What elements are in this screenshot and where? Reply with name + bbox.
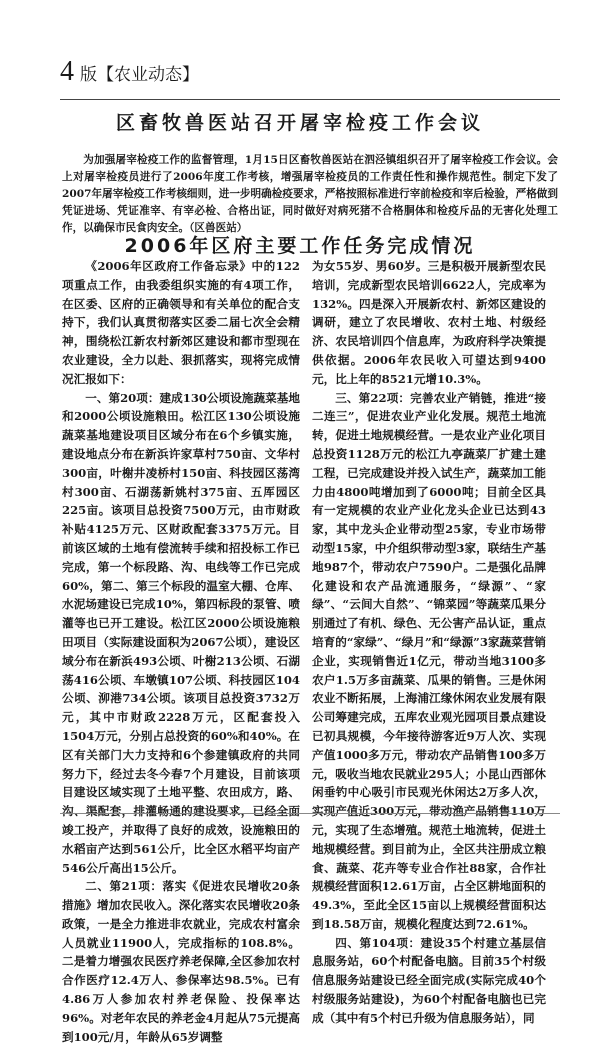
page-unit: 版 (80, 65, 97, 85)
article2-paragraph: 四、第104项：建设35个村建立基层信息服务站，60个村配备电脑。目前35个村级信息服务站建设已经全面完成(实际完成40个村级服务站建设)，为60个村配备电脑也已完成（其中有5个村已升级为信息服务站），同 (312, 935, 546, 1025)
article2-paragraph: 《2006年区政府工作备忘录》中的122项重点工作，由我委组织实施的有4项工作，在区委、区府的正确领导和有关单位的配合支持下，我们认真贯彻落实区委二届七次全会精神，围绕松江新农村新郊区建设和都市型现在农业建设，全力以赴、狠抓落实，现将完成情况汇报如下： (62, 259, 300, 386)
article2-title: 2006年区府主要工作任务完成情况 (124, 235, 476, 257)
article2-right-column (312, 257, 546, 1028)
page-number: 4 (60, 56, 74, 87)
page-header (60, 56, 199, 88)
footer-rule (60, 813, 560, 814)
header-rule (60, 99, 560, 100)
article1-body: 为加强屠宰检疫工作的监督管理，1月15日区畜牧兽医站在泗泾镇组织召开了屠宰检疫工作会议。会上对屠宰检疫员进行了2006年度工作考核，增强屠宰检疫员的工作责任性和操作规范性。制定下发了2007年屠宰检疫工作考核细则，进一步明确检疫要求，严格按照标准进行宰前检疫和宰后检验，严格做到凭证进场、凭证准宰、有宰必检、合格出证，同时做好对病死猪不合格胴体和检疫斥品的无害化处理工作，以确保市民食肉安全。（区兽医站） (62, 154, 558, 234)
article2-paragraph: 二、第21项：落实《促进农民增收20条措施》增加农民收入。深化落实农民增收20条政策，一是全力推进非农就业，完成农村富余人员就业11900人，完成指标的108.8%。二是着力增强农民医疗养老保障,全区参加农村合作医疗12.4万人、参保率达98.5%。已有4.86万人参加农村养老保险、投保率达96%。对老年农民的养老金4月起从75元提高到100元/月，年龄从65岁调整 (62, 879, 300, 1044)
article2-paragraph: 一、第20项：建成130公顷设施蔬菜基地和2000公顷设施粮田。松江区130公顷设施蔬菜基地建设项目区域分布在6个乡镇实施，建设地点分布在新浜许家草村750亩、文华村300亩，叶榭井凌桥村150亩、科技园区荡湾村300亩、石湖荡新姚村375亩、五厍园区225亩。该项目总投资7500万元，由市财政补贴4125万元、区财政配套3375万元。目前该区域的土地有偿流转手续和招投标工作已完成，第一个标段路、沟、电线等工作已完成60%，第二、第三个标段的温室大棚、仓库、水泥场建设已完成10%，第四标段的泵管、喷灌等也已开工建设。松江区2000公顷设施粮田项目（实际建设面积为2067公顷），建设区域分布在新浜493公顷、叶榭213公顷、石湖荡416公顷、车墩镇107公顷、科技园区104公顷、泖港734公顷。该项目总投资3732万元，其中市财政2228万元，区配套投入1504万元，分别占总投资的60%和40%。在区有关部门大力支持和6个参建镇政府的共同努力下，经过去冬今春7个月建设，目前该项目建设区域实现了土地平整、农田成方，路、沟、渠配套，排灌畅通的建设要求，已经全面竣工投产，并取得了良好的成效，设施粮田的水稻亩产达到561公斤，比全区水稻平均亩产546公斤高出15公斤。 (62, 390, 300, 875)
article1-title: 区畜牧兽医站召开屠宰检疫工作会议 (115, 112, 484, 134)
article2-paragraph: 三、第22项：完善农业产销链，推进“接二连三”，促进农业产业化发展。规范土地流转，促进土地规模经营。一是农业产业化项目总投资1128万元的松江九亭蔬菜厂扩建土建工程，已完成建设并投入试生产，蔬菜加工能力由4800吨增加到了6000吨；目前全区具有一定规模的农业产业化龙头企业已达到43家，其中龙头企业带动型25家，专业市场带动型15家，中介组织带动型3家，联结生产基地987个，带动农户7590户。二是强化品牌化建设和农产品流通服务，“绿源”、“家绿”、“云间大自然”、“锦菜园”等蔬菜瓜果分别通过了有机、绿色、无公害产品认证，重点培育的“家绿”、“绿月”和“绿源”3家蔬菜营销企业，实现销售近1亿元，带动当地3100多农户1.5万多亩蔬菜、瓜果的销售。三是休闲农业不断拓展，上海浦江缘休闲农业发展有限公司筹建完成，五库农业观光园项目景点建设已初具规模，今年接待游客近9万人次、实现产值1000多万元，带动农产品销售100多万元，吸收当地农民就业295人；小昆山西部休闲垂钓中心吸引市民观光休闲达2万多人次，实现产值近300万元，带动渔产品销售110万元，实现了生态增殖。规范土地流转，促进土地规模经营。到目前为止，全区共注册成立粮食、蔬菜、花卉等专业合作社88家，合作社规模经营面积12.61万亩，占全区耕地面积的49.3%，至此全区15亩以上规模经营面积达到18.58万亩，规模化程度达到72.61%。 (312, 390, 546, 931)
article2-left-column (62, 257, 300, 1046)
section-name: 【农业动态】 (97, 65, 199, 85)
article2-paragraph-continued: 为女55岁、男60岁。三是积极开展新型农民培训，完成新型农民培训6622人，完成率为132%。四是深入开展新农村、新郊区建设的调研，建立了农民增收、农村土地、村级经济、农民培训四个信息库，为政府科学决策提供依据。2006年农民收入可望达到9400元，比上年的8521元增10.3%。 (312, 259, 546, 386)
